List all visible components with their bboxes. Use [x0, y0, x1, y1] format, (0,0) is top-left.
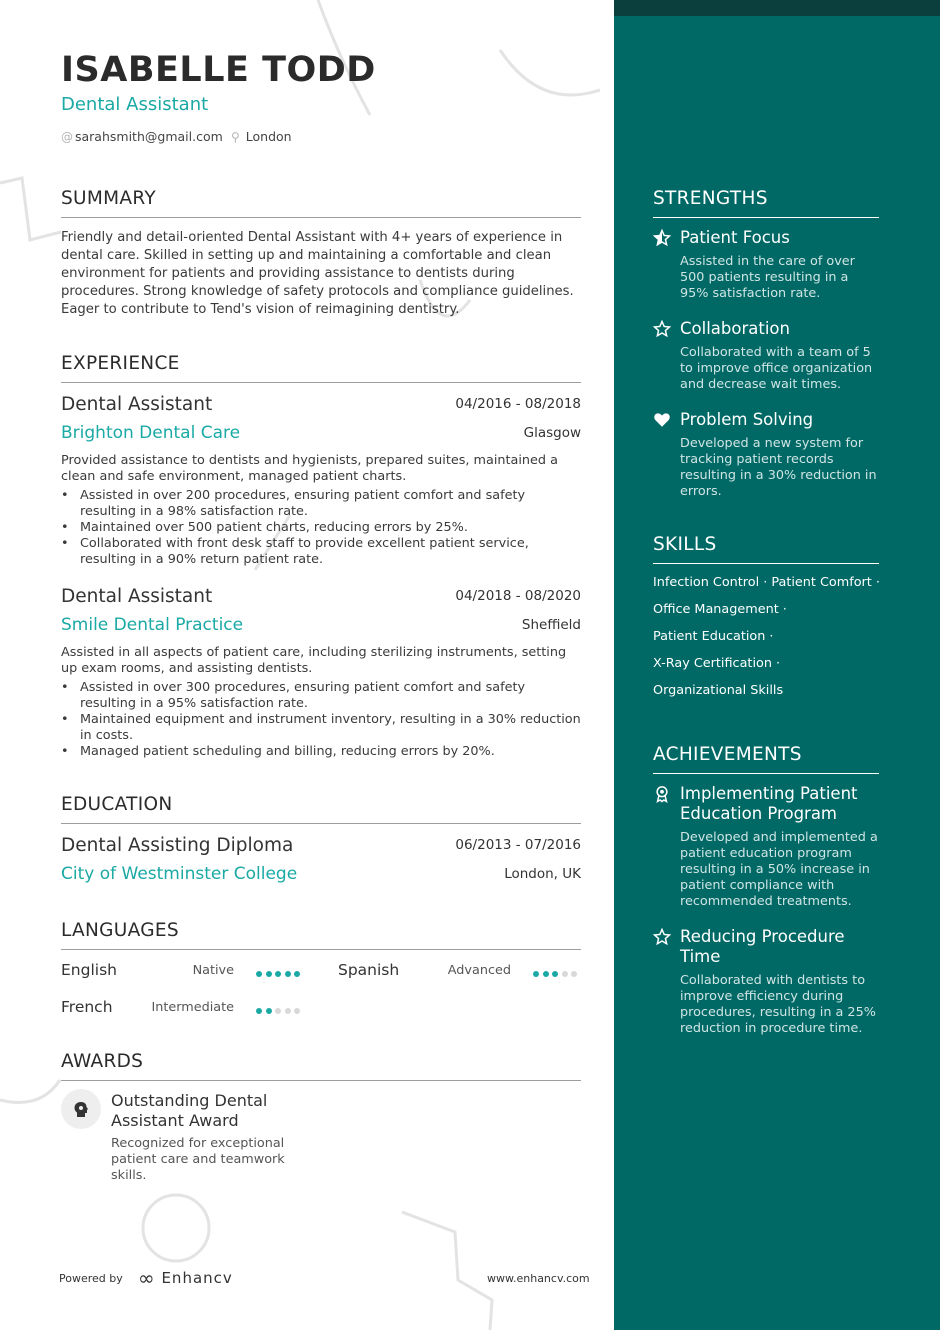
- rating-dot-filled: [256, 971, 262, 977]
- job-dates: 04/2018 - 08/2020: [455, 588, 581, 604]
- strength-description: Assisted in the care of over 500 patients resulting in a 95% satisfaction rate.: [680, 254, 855, 301]
- rating-dot-filled: [294, 971, 300, 977]
- achievements-heading: ACHIEVEMENTS: [653, 744, 879, 774]
- medal-icon: [653, 785, 671, 808]
- job-bullet: • Managed patient scheduling and billing, reducing errors by 20%.: [61, 744, 581, 760]
- contact-location: [231, 129, 292, 144]
- strength-title: Collaboration: [680, 319, 790, 338]
- summary-text: Friendly and detail-oriented Dental Assistant with 4+ years of experience in dental care. Skilled in setting up and maintaining a comfortable and clean environment for patients and providing assistance to dentists during procedures. Strong knowledge of safety protocols and compliance guidelines. Eager to contribute to Tend's vision of reimagining dentistry.: [61, 230, 574, 317]
- job-bullets: [61, 488, 581, 568]
- education-dates: 06/2013 - 07/2016: [455, 837, 581, 853]
- award-description: Recognized for exceptional patient care and teamwork skills.: [111, 1136, 285, 1183]
- achievement-title: Reducing Procedure Time: [680, 927, 845, 966]
- skill-line: Office Management ·: [653, 602, 787, 617]
- education-location: London, UK: [504, 866, 581, 882]
- job-company: Brighton Dental Care: [61, 423, 241, 443]
- education-degree: Dental Assisting Diploma: [61, 835, 294, 856]
- location-pin-icon: ⚲: [231, 130, 240, 144]
- rating-dot-empty: [275, 1008, 281, 1014]
- language-level: Advanced: [447, 963, 511, 978]
- sidebar-top-bar: [614, 0, 940, 16]
- language-rating: [533, 963, 581, 982]
- languages-heading: LANGUAGES: [61, 920, 581, 950]
- strength-title: Patient Focus: [680, 228, 790, 247]
- rating-dot-filled: [266, 971, 272, 977]
- skill-line: Infection Control · Patient Comfort ·: [653, 575, 880, 590]
- strength-title: Problem Solving: [680, 410, 814, 429]
- skill-line: Organizational Skills: [653, 683, 784, 698]
- job-role: Dental Assistant: [61, 586, 213, 607]
- job-bullet: • Maintained equipment and instrument inventory, resulting in a 30% reduction in costs.: [61, 712, 581, 744]
- rating-dot-filled: [266, 1008, 272, 1014]
- enhancv-logo[interactable]: [138, 1266, 233, 1290]
- job-bullet: • Assisted in over 200 procedures, ensuring patient comfort and safety resulting in a 98% satisfaction rate.: [61, 488, 581, 520]
- language-level: Native: [192, 963, 234, 978]
- skill-line: Patient Education ·: [653, 629, 774, 644]
- location-text: London: [245, 129, 292, 144]
- candidate-name: ISABELLE TODD: [61, 50, 376, 90]
- contact-email[interactable]: [61, 129, 223, 144]
- at-icon: @: [61, 130, 73, 144]
- powered-by-label: Powered by: [59, 1272, 123, 1285]
- education-heading: EDUCATION: [61, 794, 581, 824]
- job-description: Provided assistance to dentists and hygienists, prepared suites, maintained a clean and safe environment, managed patient charts.: [61, 453, 558, 484]
- infinity-icon: ∞: [138, 1266, 156, 1290]
- experience-heading: EXPERIENCE: [61, 353, 581, 383]
- rating-dot-empty: [285, 1008, 291, 1014]
- awards-heading: AWARDS: [61, 1051, 581, 1081]
- rating-dot-filled: [552, 971, 558, 977]
- star-half-icon: [653, 229, 671, 252]
- rating-dot-filled: [533, 971, 539, 977]
- star-outline-icon: [653, 320, 671, 343]
- language-name: French: [61, 998, 113, 1016]
- job-bullet: • Assisted in over 300 procedures, ensuring patient comfort and safety resulting in a 95% satisfaction rate.: [61, 680, 581, 712]
- education-school: City of Westminster College: [61, 864, 298, 884]
- rating-dot-empty: [294, 1008, 300, 1014]
- rating-dot-empty: [562, 971, 568, 977]
- job-location: Glasgow: [523, 425, 581, 441]
- rating-dot-filled: [543, 971, 549, 977]
- award-title: Outstanding Dental Assistant Award: [111, 1091, 268, 1130]
- candidate-title: Dental Assistant: [61, 94, 209, 115]
- skill-line: X-Ray Certification ·: [653, 656, 781, 671]
- summary-heading: SUMMARY: [61, 188, 581, 218]
- language-rating: [256, 963, 304, 982]
- job-bullet: • Collaborated with front desk staff to provide excellent patient service, resulting in a 90% return patient rate.: [61, 536, 581, 568]
- rating-dot-filled: [256, 1008, 262, 1014]
- strengths-heading: STRENGTHS: [653, 188, 879, 218]
- achievement-description: Developed and implemented a patient education program resulting in a 50% increase in patient compliance with recommended treatments.: [680, 830, 878, 909]
- heart-icon: [653, 411, 671, 434]
- rating-dot-empty: [571, 971, 577, 977]
- language-level: Intermediate: [151, 1000, 234, 1015]
- job-company: Smile Dental Practice: [61, 615, 244, 635]
- job-bullet: • Maintained over 500 patient charts, reducing errors by 25%.: [61, 520, 581, 536]
- rating-dot-filled: [275, 971, 281, 977]
- job-dates: 04/2016 - 08/2018: [455, 396, 581, 412]
- rating-dot-filled: [285, 971, 291, 977]
- strength-description: Collaborated with a team of 5 to improve office organization and decrease wait times.: [680, 345, 873, 392]
- language-name: English: [61, 961, 117, 979]
- star-outline-icon: [653, 928, 671, 951]
- email-text: sarahsmith@gmail.com: [75, 129, 223, 144]
- enhancv-url[interactable]: www.enhancv.com: [487, 1272, 590, 1285]
- job-role: Dental Assistant: [61, 394, 213, 415]
- job-description: Assisted in all aspects of patient care, including sterilizing instruments, setting up exam rooms, and assisting dentists.: [61, 645, 567, 676]
- brand-text: Enhancv: [161, 1269, 233, 1287]
- achievement-title: Implementing Patient Education Program: [680, 784, 858, 823]
- job-location: Sheffield: [521, 617, 581, 633]
- achievement-description: Collaborated with dentists to improve efficiency during procedures, resulting in a 25% reduction in procedure time.: [680, 973, 876, 1036]
- language-name: Spanish: [338, 961, 400, 979]
- skills-heading: SKILLS: [653, 534, 879, 564]
- award-icon: [61, 1089, 101, 1129]
- job-bullets: [61, 680, 581, 760]
- strength-description: Developed a new system for tracking patient records resulting in a 30% reduction in errors.: [680, 436, 877, 499]
- language-rating: [256, 1000, 304, 1019]
